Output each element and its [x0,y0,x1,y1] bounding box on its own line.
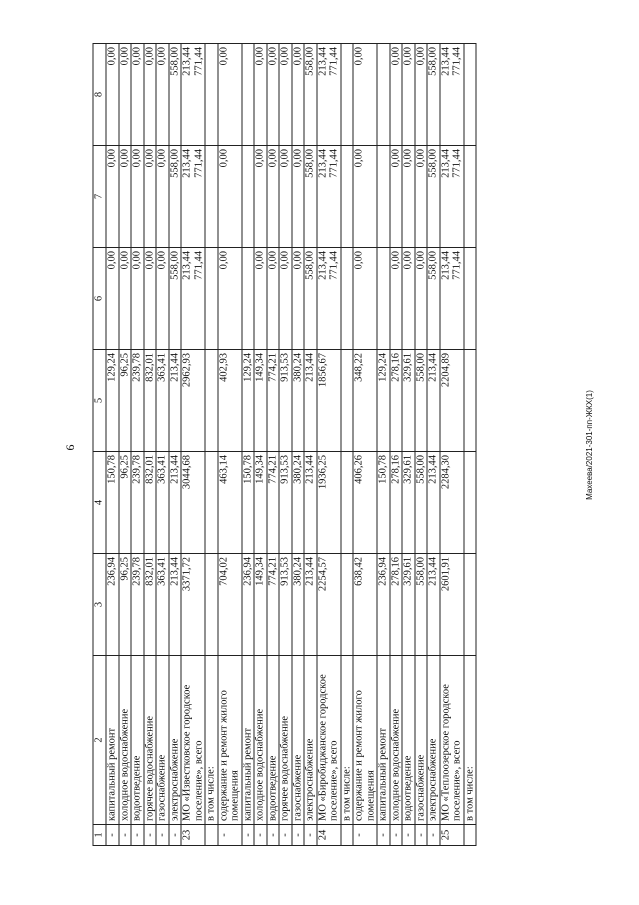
value-cell: 832,01 [144,452,157,554]
row-number-cell: - [415,825,428,846]
value-cell: 0,00 [267,248,280,350]
value-cell: 0,00 [218,146,242,248]
value-cell [341,44,354,146]
value-cell: 3044,68 [181,452,205,554]
table-row [242,44,255,846]
value-cell: 558,00 [415,350,428,452]
row-label-cell: в том числе: [205,656,218,825]
value-cell: 0,00 [218,44,242,146]
row-number-cell: - [304,825,317,846]
row-number-cell: - [267,825,280,846]
value-cell: 213,44 771,44 [440,248,464,350]
value-cell: 96,25 [119,452,132,554]
row-label-cell: газоснабжение [156,656,169,825]
value-cell: 0,00 [353,248,377,350]
row-label-cell: капитальный ремонт [106,656,119,825]
row-label-cell: МО «Известковское городское поселение», всего [181,656,205,825]
value-cell: 363,41 [156,554,169,656]
value-cell [377,146,390,248]
value-cell: 0,00 [415,146,428,248]
value-cell: 558,00 [415,554,428,656]
header-cell: 3 [93,554,106,656]
value-cell: 0,00 [144,44,157,146]
value-cell [464,44,477,146]
value-cell: 278,16 [390,452,403,554]
row-label-cell: холодное водоснабжение [254,656,267,825]
value-cell: 363,41 [156,350,169,452]
value-cell [205,44,218,146]
value-cell: 0,00 [415,44,428,146]
page-number: 9 [63,444,78,451]
value-cell: 239,78 [131,554,144,656]
row-label-cell: водоотведение [131,656,144,825]
row-number-cell: - [353,825,377,846]
value-cell: 213,44 [304,350,317,452]
row-label-cell: водоотведение [402,656,415,825]
value-cell: 913,53 [279,350,292,452]
row-label-cell: газоснабжение [292,656,305,825]
value-cell: 558,00 [169,44,182,146]
header-cell: 1 [93,825,106,846]
value-cell: 150,78 [242,452,255,554]
row-number-cell: - [169,825,182,846]
row-number-cell: - [377,825,390,846]
value-cell [464,350,477,452]
value-cell: 0,00 [144,248,157,350]
table-row [181,44,205,846]
value-cell: 0,00 [106,248,119,350]
value-cell: 213,44 [427,452,440,554]
value-cell [205,452,218,554]
table-row [218,44,242,846]
value-cell [341,554,354,656]
value-cell: 463,14 [218,452,242,554]
value-cell: 0,00 [156,248,169,350]
value-cell: 0,00 [119,248,132,350]
value-cell [377,44,390,146]
value-cell: 329,61 [402,350,415,452]
table-row [304,44,317,846]
value-cell: 0,00 [254,248,267,350]
value-cell: 213,44 [169,554,182,656]
value-cell [205,554,218,656]
row-label-cell: водоотведение [267,656,280,825]
value-cell: 213,44 771,44 [317,44,341,146]
row-number-cell: - [156,825,169,846]
value-cell: 0,00 [131,44,144,146]
value-cell: 2962,93 [181,350,205,452]
value-cell: 774,21 [267,350,280,452]
value-cell: 558,00 [169,146,182,248]
value-cell: 0,00 [390,248,403,350]
row-label-cell: в том числе: [464,656,477,825]
row-label-cell: горячее водоснабжение [144,656,157,825]
value-cell: 213,44 [169,452,182,554]
value-cell [464,554,477,656]
value-cell: 236,94 [242,554,255,656]
table-row [415,44,428,846]
table-row [254,44,267,846]
value-cell: 0,00 [156,44,169,146]
value-cell: 0,00 [279,44,292,146]
value-cell: 0,00 [106,146,119,248]
header-cell: 6 [93,248,106,350]
value-cell: 380,24 [292,554,305,656]
value-cell: 236,94 [377,554,390,656]
value-cell [464,146,477,248]
value-cell: 0,00 [254,44,267,146]
value-cell: 129,24 [106,350,119,452]
value-cell [242,248,255,350]
row-number-cell: - [218,825,242,846]
value-cell: 129,24 [377,350,390,452]
value-cell: 2254,57 [317,554,341,656]
value-cell: 558,00 [415,452,428,554]
table-row [353,44,377,846]
value-cell: 558,00 [427,146,440,248]
value-cell: 329,61 [402,554,415,656]
value-cell: 1856,67 [317,350,341,452]
row-label-cell: горячее водоснабжение [279,656,292,825]
table-row [402,44,415,846]
value-cell: 638,42 [353,554,377,656]
value-cell [205,146,218,248]
row-label-cell: содержание и ремонт жилого помещения [218,656,242,825]
value-cell: 558,00 [304,44,317,146]
value-cell: 774,21 [267,452,280,554]
table-row [317,44,341,846]
value-cell: 149,34 [254,350,267,452]
value-cell: 774,21 [267,554,280,656]
value-cell: 129,24 [242,350,255,452]
value-cell: 150,78 [377,452,390,554]
row-number-cell: - [292,825,305,846]
value-cell: 213,44 [304,452,317,554]
value-cell: 704,02 [218,554,242,656]
table-header-row [93,44,106,846]
row-number-cell [464,825,477,846]
value-cell: 0,00 [144,146,157,248]
value-cell: 149,34 [254,554,267,656]
value-cell [341,248,354,350]
value-cell: 558,00 [304,146,317,248]
table-row [119,44,132,846]
value-cell: 0,00 [292,44,305,146]
value-cell [464,452,477,554]
footer-reference: Махеева/2021-301-пп-ЖКХ(1) [585,390,594,500]
value-cell: 0,00 [279,248,292,350]
tariff-table-container [93,44,594,846]
value-cell: 239,78 [131,350,144,452]
table-row [205,44,218,846]
row-number-cell: - [144,825,157,846]
value-cell: 363,41 [156,452,169,554]
value-cell: 3371,72 [181,554,205,656]
value-cell: 0,00 [402,146,415,248]
value-cell [242,44,255,146]
value-cell [341,350,354,452]
value-cell: 380,24 [292,452,305,554]
row-number-cell: - [279,825,292,846]
header-cell: 2 [93,656,106,825]
value-cell: 1936,25 [317,452,341,554]
value-cell: 213,44 771,44 [181,44,205,146]
row-label-cell: газоснабжение [415,656,428,825]
table-row [279,44,292,846]
value-cell: 96,25 [119,350,132,452]
row-label-cell: в том числе: [341,656,354,825]
row-label-cell: МО «Биробиджанское городское поселение», всего [317,656,341,825]
tariff-table [93,43,477,846]
row-label-cell: содержание и ремонт жилого помещения [353,656,377,825]
value-cell: 402,93 [218,350,242,452]
value-cell [377,248,390,350]
value-cell: 0,00 [279,146,292,248]
table-row [156,44,169,846]
value-cell: 913,53 [279,452,292,554]
header-cell: 7 [93,146,106,248]
value-cell: 913,53 [279,554,292,656]
table-row [427,44,440,846]
value-cell: 213,44 771,44 [317,248,341,350]
value-cell: 0,00 [267,44,280,146]
value-cell: 0,00 [390,146,403,248]
value-cell: 0,00 [353,146,377,248]
table-body [106,44,476,846]
row-number-cell: - [427,825,440,846]
value-cell: 150,78 [106,452,119,554]
row-label-cell: холодное водоснабжение [119,656,132,825]
value-cell [464,248,477,350]
row-label-cell: холодное водоснабжение [390,656,403,825]
value-cell: 558,00 [427,248,440,350]
value-cell: 0,00 [292,248,305,350]
table-row [267,44,280,846]
value-cell: 0,00 [119,44,132,146]
value-cell: 213,44 [427,350,440,452]
value-cell: 96,25 [119,554,132,656]
value-cell: 0,00 [106,44,119,146]
table-row [390,44,403,846]
row-label-cell: капитальный ремонт [242,656,255,825]
value-cell [205,248,218,350]
value-cell: 832,01 [144,554,157,656]
table-row [131,44,144,846]
value-cell: 406,26 [353,452,377,554]
row-number-cell: - [106,825,119,846]
value-cell: 0,00 [402,248,415,350]
value-cell: 558,00 [427,44,440,146]
value-cell: 329,61 [402,452,415,554]
table-row [292,44,305,846]
value-cell: 558,00 [169,248,182,350]
value-cell: 380,24 [292,350,305,452]
value-cell: 278,16 [390,350,403,452]
value-cell: 0,00 [292,146,305,248]
value-cell: 2204,89 [440,350,464,452]
value-cell: 239,78 [131,452,144,554]
row-number-cell: - [402,825,415,846]
value-cell: 0,00 [402,44,415,146]
table-row [169,44,182,846]
table-row [144,44,157,846]
table-row [440,44,464,846]
row-number-cell: 25 [440,825,464,846]
value-cell [242,146,255,248]
row-number-cell: - [119,825,132,846]
header-cell: 5 [93,350,106,452]
value-cell: 0,00 [267,146,280,248]
row-number-cell: - [390,825,403,846]
value-cell: 236,94 [106,554,119,656]
value-cell: 213,44 771,44 [440,44,464,146]
value-cell [341,452,354,554]
value-cell: 0,00 [131,248,144,350]
value-cell: 0,00 [119,146,132,248]
table-row [341,44,354,846]
value-cell: 0,00 [131,146,144,248]
row-label-cell: капитальный ремонт [377,656,390,825]
row-number-cell: 24 [317,825,341,846]
row-number-cell [341,825,354,846]
value-cell: 348,22 [353,350,377,452]
table-row [106,44,119,846]
value-cell: 0,00 [218,248,242,350]
value-cell: 213,44 [304,554,317,656]
value-cell: 278,16 [390,554,403,656]
row-number-cell: 23 [181,825,205,846]
row-number-cell [205,825,218,846]
row-number-cell: - [254,825,267,846]
value-cell: 149,34 [254,452,267,554]
row-label-cell: электроснабжение [427,656,440,825]
table-row [377,44,390,846]
value-cell: 0,00 [353,44,377,146]
header-cell: 8 [93,44,106,146]
row-label-cell: МО «Теплоозерское городское поселение», всего [440,656,464,825]
value-cell: 558,00 [304,248,317,350]
row-label-cell: электроснабжение [169,656,182,825]
value-cell: 0,00 [390,44,403,146]
value-cell: 213,44 771,44 [181,146,205,248]
row-number-cell: - [131,825,144,846]
value-cell: 213,44 [169,350,182,452]
value-cell: 832,01 [144,350,157,452]
row-number-cell: - [242,825,255,846]
value-cell: 213,44 771,44 [317,146,341,248]
value-cell: 0,00 [156,146,169,248]
value-cell: 213,44 771,44 [440,146,464,248]
value-cell: 213,44 [427,554,440,656]
value-cell [205,350,218,452]
table-row [464,44,477,846]
value-cell: 2284,30 [440,452,464,554]
header-cell: 4 [93,452,106,554]
row-label-cell: электроснабжение [304,656,317,825]
value-cell: 213,44 771,44 [181,248,205,350]
value-cell: 0,00 [415,248,428,350]
value-cell: 2601,91 [440,554,464,656]
value-cell [341,146,354,248]
value-cell: 0,00 [254,146,267,248]
